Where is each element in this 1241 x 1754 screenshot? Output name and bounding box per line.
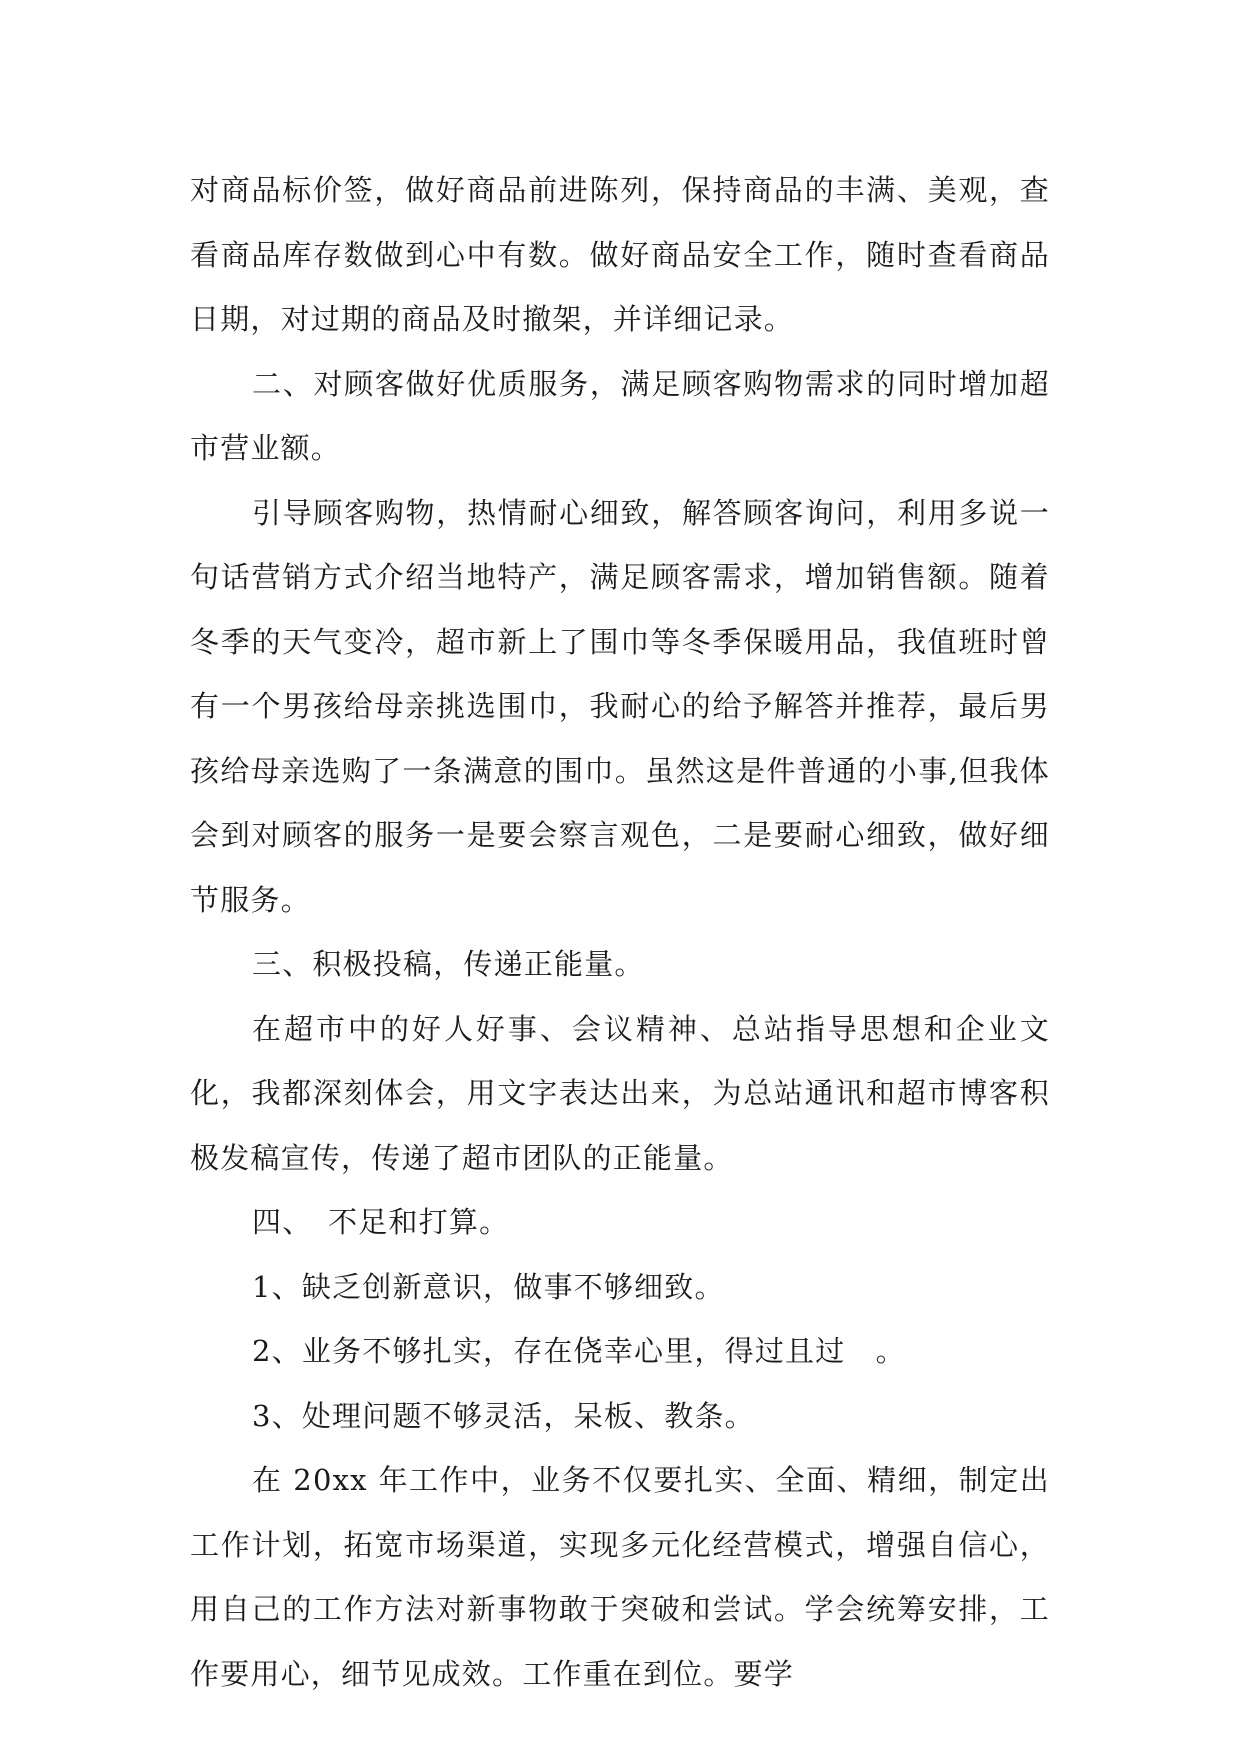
document-body (190, 158, 1050, 1706)
paragraph-submissions: 在超市中的好人好事、会议精神、总站指导思想和企业文化，我都深刻体会，用文字表达出来，为总站通讯和超市博客积极发稿宣传，传递了超市团队的正能量。 (190, 1011, 1050, 1175)
paragraph-product-display: 对商品标价签，做好商品前进陈列，保持商品的丰满、美观，查看商品库存数做到心中有数。做好商品安全工作，随时查看商品日期，对过期的商品及时撤架，并详细记录。 (190, 173, 1050, 336)
paragraph-heading-customer-service: 二、对顾客做好优质服务，满足顾客购物需求的同时增加超市营业额。 (190, 366, 1050, 465)
paragraph-plan: 在 20xx 年工作中，业务不仅要扎实、全面、精细，制定出工作计划，拓宽市场渠道，实现多元化经营模式，增强自信心，用自己的工作方法对新事物敢于突破和尝试。学会统筹安排，工作要用心，细节见成效。工作重在到位。要学 (190, 1463, 1050, 1691)
paragraph-customer-guidance: 引导顾客购物，热情耐心细致，解答顾客询问，利用多说一句话营销方式介绍当地特产，满足顾客需求，增加销售额。随着冬季的天气变冷，超市新上了围巾等冬季保暖用品，我值班时曾有一个男孩给母亲挑选围巾，我耐心的给予解答并推荐，最后男孩给母亲选购了一条满意的围巾。虽然这是件普通的小事,但我体会到对顾客的服务一是要会察言观色，二是要耐心细致，做好细节服务。 (190, 495, 1050, 917)
paragraph-heading-shortcomings: 四、 不足和打算。 (252, 1205, 510, 1239)
paragraph-heading-submissions: 三、积极投稿，传递正能量。 (252, 947, 645, 981)
list-item-shortcoming-1: 1、缺乏创新意识，做事不够细致。 (252, 1269, 725, 1304)
list-item-shortcoming-2: 2、业务不够扎实，存在侥幸心里，得过且过 。 (252, 1334, 906, 1368)
list-item-shortcoming-3: 3、处理问题不够灵活，呆板、教条。 (252, 1398, 755, 1433)
